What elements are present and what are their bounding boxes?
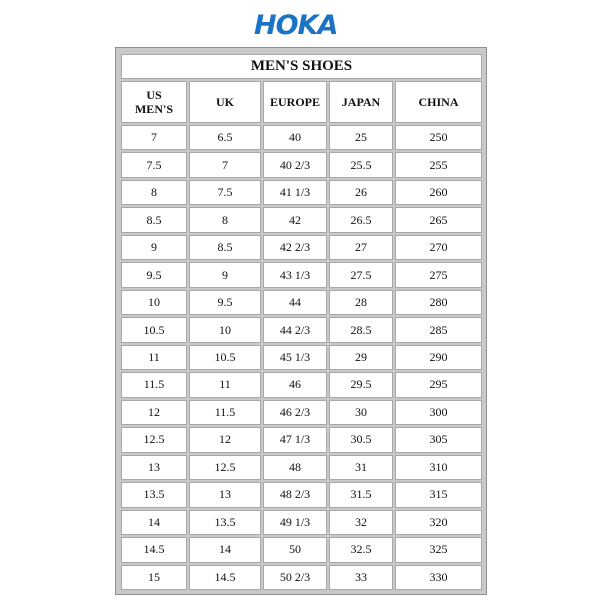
cell-us-size: 11.5 [121, 372, 187, 397]
cell-europe-size: 50 [263, 537, 327, 562]
table-row [121, 317, 482, 342]
table-row [121, 427, 482, 452]
cell-us-size: 15 [121, 565, 187, 591]
cell-china-size: 320 [395, 510, 482, 535]
cell-china-size: 270 [395, 235, 482, 260]
header-china: CHINA [395, 81, 482, 123]
table-row [121, 510, 482, 535]
cell-japan-size: 26.5 [329, 207, 393, 232]
cell-china-size: 255 [395, 152, 482, 177]
table-row [121, 372, 482, 397]
cell-japan-size: 31 [329, 455, 393, 480]
cell-china-size: 290 [395, 345, 482, 370]
cell-uk-size: 9.5 [189, 290, 261, 315]
table-body [121, 125, 482, 590]
cell-uk-size: 7 [189, 152, 261, 177]
cell-japan-size: 33 [329, 565, 393, 591]
cell-us-size: 8 [121, 180, 187, 205]
cell-europe-size: 45 1/3 [263, 345, 327, 370]
table-row [121, 537, 482, 562]
cell-china-size: 330 [395, 565, 482, 591]
cell-china-size: 275 [395, 262, 482, 287]
table-row [121, 400, 482, 425]
cell-uk-size: 9 [189, 262, 261, 287]
table-row [121, 262, 482, 287]
cell-japan-size: 29.5 [329, 372, 393, 397]
cell-uk-size: 10.5 [189, 345, 261, 370]
header-us-line2: MEN'S [134, 102, 173, 116]
cell-japan-size: 28.5 [329, 317, 393, 342]
cell-uk-size: 13.5 [189, 510, 261, 535]
cell-china-size: 315 [395, 482, 482, 507]
table-row [121, 482, 482, 507]
cell-europe-size: 42 [263, 207, 327, 232]
cell-japan-size: 26 [329, 180, 393, 205]
header-row [121, 81, 482, 123]
cell-uk-size: 8 [189, 207, 261, 232]
cell-china-size: 325 [395, 537, 482, 562]
cell-china-size: 265 [395, 207, 482, 232]
cell-japan-size: 30.5 [329, 427, 393, 452]
cell-japan-size: 29 [329, 345, 393, 370]
cell-us-size: 11 [121, 345, 187, 370]
hoka-logo [253, 6, 353, 40]
header-europe: EUROPE [263, 81, 327, 123]
cell-us-size: 10 [121, 290, 187, 315]
cell-europe-size: 42 2/3 [263, 235, 327, 260]
cell-japan-size: 31.5 [329, 482, 393, 507]
cell-europe-size: 46 2/3 [263, 400, 327, 425]
table-row [121, 345, 482, 370]
cell-europe-size: 43 1/3 [263, 262, 327, 287]
cell-us-size: 13 [121, 455, 187, 480]
table-row [121, 125, 482, 150]
cell-us-size: 9.5 [121, 262, 187, 287]
table-row [121, 207, 482, 232]
cell-uk-size: 11 [189, 372, 261, 397]
table-row [121, 152, 482, 177]
cell-europe-size: 40 [263, 125, 327, 150]
cell-japan-size: 28 [329, 290, 393, 315]
cell-us-size: 10.5 [121, 317, 187, 342]
cell-china-size: 300 [395, 400, 482, 425]
cell-us-size: 12.5 [121, 427, 187, 452]
size-conversion-table [119, 52, 484, 592]
table-row [121, 455, 482, 480]
cell-japan-size: 30 [329, 400, 393, 425]
cell-europe-size: 48 2/3 [263, 482, 327, 507]
cell-uk-size: 14 [189, 537, 261, 562]
cell-europe-size: 48 [263, 455, 327, 480]
cell-us-size: 8.5 [121, 207, 187, 232]
cell-europe-size: 46 [263, 372, 327, 397]
table-row [121, 290, 482, 315]
cell-europe-size: 47 1/3 [263, 427, 327, 452]
cell-us-size: 7 [121, 125, 187, 150]
cell-us-size: 14 [121, 510, 187, 535]
header-japan: JAPAN [329, 81, 393, 123]
cell-uk-size: 6.5 [189, 125, 261, 150]
cell-europe-size: 44 2/3 [263, 317, 327, 342]
cell-uk-size: 12.5 [189, 455, 261, 480]
cell-china-size: 260 [395, 180, 482, 205]
cell-us-size: 12 [121, 400, 187, 425]
cell-uk-size: 8.5 [189, 235, 261, 260]
cell-china-size: 285 [395, 317, 482, 342]
cell-uk-size: 7.5 [189, 180, 261, 205]
table-row [121, 180, 482, 205]
cell-uk-size: 11.5 [189, 400, 261, 425]
cell-uk-size: 13 [189, 482, 261, 507]
cell-japan-size: 32.5 [329, 537, 393, 562]
cell-europe-size: 49 1/3 [263, 510, 327, 535]
table-row [121, 565, 482, 591]
cell-europe-size: 41 1/3 [263, 180, 327, 205]
table-title: MEN'S SHOES [121, 54, 482, 79]
cell-japan-size: 27 [329, 235, 393, 260]
cell-japan-size: 25.5 [329, 152, 393, 177]
cell-europe-size: 40 2/3 [263, 152, 327, 177]
cell-us-size: 7.5 [121, 152, 187, 177]
cell-china-size: 280 [395, 290, 482, 315]
cell-japan-size: 32 [329, 510, 393, 535]
cell-us-size: 9 [121, 235, 187, 260]
cell-china-size: 295 [395, 372, 482, 397]
header-uk: UK [189, 81, 261, 123]
table-row [121, 235, 482, 260]
cell-japan-size: 27.5 [329, 262, 393, 287]
cell-china-size: 310 [395, 455, 482, 480]
logo-text: HOKA [254, 10, 338, 40]
cell-uk-size: 12 [189, 427, 261, 452]
cell-china-size: 250 [395, 125, 482, 150]
cell-uk-size: 14.5 [189, 565, 261, 591]
cell-uk-size: 10 [189, 317, 261, 342]
cell-us-size: 13.5 [121, 482, 187, 507]
header-us-line1: US [146, 88, 162, 102]
cell-europe-size: 44 [263, 290, 327, 315]
cell-china-size: 305 [395, 427, 482, 452]
cell-europe-size: 50 2/3 [263, 565, 327, 591]
header-us-mens [121, 81, 187, 123]
cell-japan-size: 25 [329, 125, 393, 150]
cell-us-size: 14.5 [121, 537, 187, 562]
